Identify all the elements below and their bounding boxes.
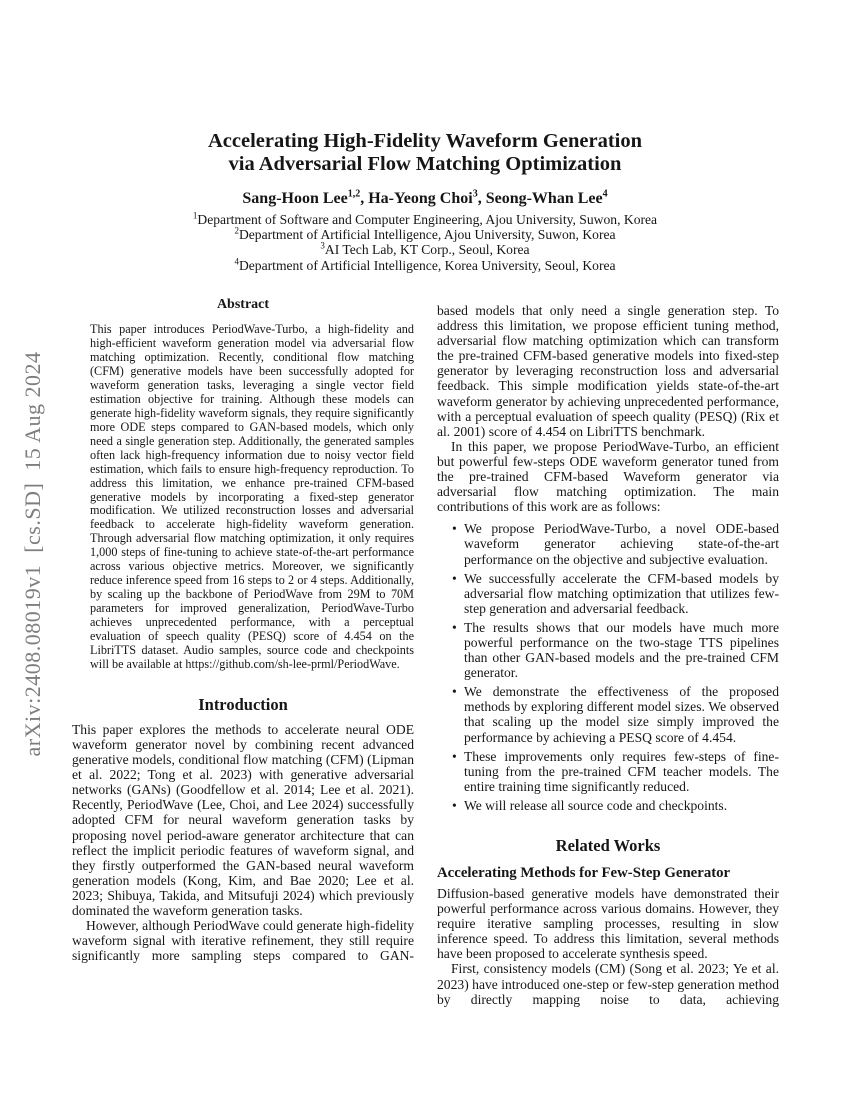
author-superscript: 1,2 — [347, 188, 361, 200]
affiliation-text: Department of Artificial Intelligence, Korea University, Seoul, Korea — [238, 257, 616, 273]
author-separator: , — [477, 190, 486, 207]
author-name: Sang-Hoon Lee — [242, 190, 348, 207]
authors-line — [0, 190, 850, 208]
affiliation-text: Department of Artificial Intelligence, Ajou University, Suwon, Korea — [238, 227, 616, 243]
author-superscript: 4 — [602, 188, 608, 200]
abstract-text: This paper introduces PeriodWave-Turbo, a high-fidelity and high-efficient waveform generation model via adversarial flow matching optimization. Recently, conditional flow matching (CFM) generative models have been successfully adopted for waveform generation tasks, leveraging a single vector field estimation objective for training. Although these models can generate high-fidelity waveform signals, they require significantly more ODE steps compared to GAN-based models, which only need a single generation step. Additionally, the generated samples often lack high-frequency information due to noisy vector field estimation, which fails to ensure high-frequency reproduction. To address this limitation, we enhance pre-trained CFM-based generative models by incorporating a fixed-step generator modification. We utilized reconstruction losses and adversarial feedback to accelerate high-fidelity waveform generation. Through adversarial flow matching optimization, it only requires 1,000 steps of fine-tuning to achieve state-of-the-art performance across various objective metrics. Moreover, we significantly reduce inference speed from 16 steps to 2 or 4 steps. Additionally, by scaling up the backbone of PeriodWave from 29M to 70M parameters for improved generalization, PeriodWave-Turbo achieves unprecedented performance, with a perceptual evaluation of speech quality (PESQ) score of 4.454 on the LibriTTS dataset. Audio samples, source code and checkpoints will be available at https://github.com/sh-lee-prml/PeriodWave. — [90, 322, 414, 671]
contributions-list — [437, 521, 779, 813]
affiliation-line — [0, 242, 850, 257]
contribution-item: • We demonstrate the effectiveness of the proposed methods by exploring different model sizes. We observed that scaling up the model size simply improved the performance by achieving a PESQ score of 4.454. — [437, 684, 779, 744]
paper-title-line1: Accelerating High-Fidelity Waveform Generation — [207, 130, 642, 152]
affiliation-text: AI Tech Lab, KT Corp., Seoul, Korea — [324, 242, 530, 258]
affiliation-text: Department of Software and Computer Engineering, Ajou University, Suwon, Korea — [197, 212, 658, 227]
right-column — [437, 297, 779, 1007]
affiliation-superscript: 4 — [234, 256, 239, 267]
body-paragraph-continued: based models that only need a single generation step. To address this limitation, we propose efficient tuning method, adversarial flow matching optimization which can transform the pre-trained CFM-based generative models into fixed-step generator by leveraging reconstruction loss and adversarial feedback. This simple modification yields state-of-the-art waveform generator by achieving unprecedented performance, with a perceptual evaluation of speech quality (PESQ) (Rix et al. 2001) score of 4.454 on LibriTTS benchmark. — [437, 303, 779, 439]
section-heading-introduction: Introduction — [198, 694, 288, 714]
paper-title-line2: via Adversarial Flow Matching Optimization — [228, 152, 622, 175]
author-name: Seong-Whan Lee — [485, 190, 603, 207]
subsection-heading-accelerating-methods: Accelerating Methods for Few-Step Generator — [437, 865, 731, 881]
arxiv-watermark: arXiv:2408.08019v1 [cs.SD] 15 Aug 2024 — [20, 351, 45, 757]
abstract-heading: Abstract — [216, 297, 270, 312]
contribution-item: • We propose PeriodWave-Turbo, a novel ODE-based waveform generator achieving state-of-the-art performance on the objective and subjective evaluation. — [437, 521, 779, 566]
paper-header — [0, 0, 850, 273]
introduction-paragraph-2: However, although PeriodWave could generate high-fidelity waveform signal with iterative refinement, they still require significantly more sampling steps compared to GAN- — [72, 918, 414, 964]
affiliation-line — [0, 227, 850, 242]
affiliations-block — [0, 212, 850, 273]
introduction-paragraph-1: This paper explores the methods to accelerate neural ODE waveform generator novel by combining recent advanced generative models, conditional flow matching (CFM) (Lipman et al. 2022; Tong et al. 2023) with generative adversarial networks (GANs) (Goodfellow et al. 2014; Lee et al. 2021). Recently, PeriodWave (Lee, Choi, and Lee 2024) successfully adopted CFM for neural waveform generation tasks by proposing novel period-aware generator architecture that can reflect the implicit periodic features of waveform signal, and they firstly outperformed the GAN-based neural waveform generation models (Kong, Kim, and Bae 2020; Lee et al. 2023; Shibuya, Takida, and Mitsufuji 2024) which previously dominated the waveform generation tasks. — [72, 721, 414, 919]
author-separator: , — [360, 190, 369, 207]
contribution-item: • These improvements only requires few-steps of fine-tuning from the pre-trained CFM teacher models. The entire training time significantly reduced. — [437, 749, 779, 794]
paper-title — [0, 130, 850, 175]
contribution-item: • We successfully accelerate the CFM-based models by adversarial flow matching optimization that utilizes few-step generation and adversarial feedback. — [437, 571, 779, 616]
section-heading-related-works: Related Works — [555, 836, 661, 855]
author-name: Ha-Yeong Choi — [368, 190, 473, 207]
contribution-item: • The results shows that our models have much more powerful performance on the two-stage TTS pipelines than other GAN-based models and the pre-trained CFM generator. — [437, 620, 779, 680]
affiliation-superscript: 3 — [320, 240, 325, 251]
related-works-paragraph-1: Diffusion-based generative models have demonstrated their powerful performance across various domains. However, they require iterative sampling processes, resulting in slow inference speed. To address this limitation, several methods have been proposed to accelerate synthesis speed. — [437, 886, 779, 962]
affiliation-line — [0, 212, 850, 227]
author-superscript: 3 — [472, 188, 478, 200]
contribution-item: • We will release all source code and checkpoints. — [437, 798, 779, 813]
affiliation-superscript: 2 — [234, 225, 239, 236]
affiliation-superscript: 1 — [192, 210, 198, 221]
contributions-intro-paragraph: In this paper, we propose PeriodWave-Turbo, an efficient but powerful few-steps ODE waveform generator tuned from the pre-trained CFM-based Waveform generator via adversarial flow matching optimization. The main contributions of this work are as follows: — [437, 438, 779, 515]
affiliation-line — [0, 258, 850, 273]
left-column — [72, 297, 414, 963]
related-works-paragraph-2: First, consistency models (CM) (Song et al. 2023; Ye et al. 2023) have introduced one-step or few-step generation method by directly mapping noise to data, achieving — [437, 961, 779, 1007]
